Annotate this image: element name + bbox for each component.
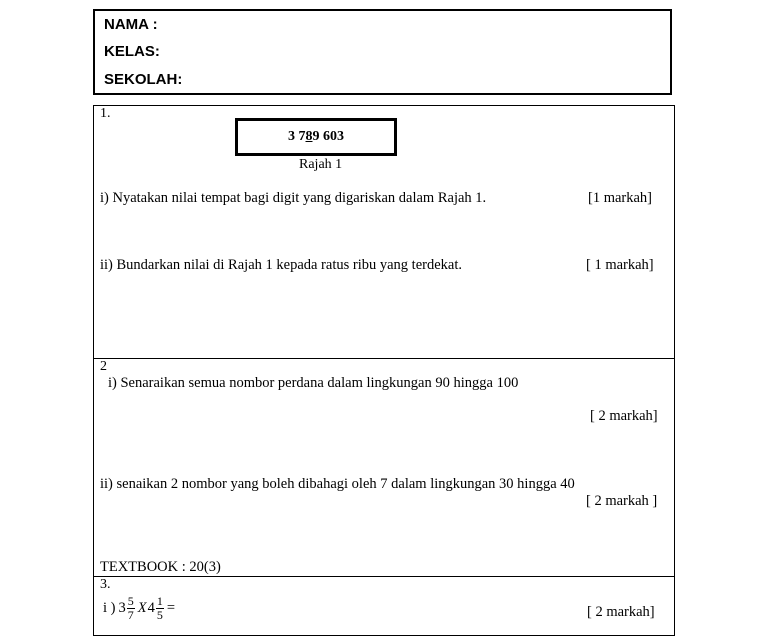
nama-label: NAMA : — [104, 16, 158, 33]
question-1-number: 1. — [100, 106, 111, 121]
q3-part-i-expression — [103, 595, 175, 622]
figure-number-prefix: 3 7 — [288, 129, 306, 144]
q1-part-i-marks: [1 markah] — [588, 190, 653, 206]
q2-part-i-marks: [ 2 markah] — [590, 408, 658, 424]
whole-number-2: 4 — [147, 600, 155, 616]
q2-part-i-text: i) Senaraikan semua nombor perdana dalam lingkungan 90 hingga 100 — [108, 375, 519, 391]
q1-part-ii-marks: [ 1 markah] — [586, 257, 654, 273]
underlined-digit: 8 — [305, 129, 313, 144]
student-info-box — [93, 9, 672, 95]
q1-part-ii-text: ii) Bundarkan nilai di Rajah 1 kepada ratus ribu yang terdekat. — [100, 257, 462, 273]
figure-number-suffix: 9 603 — [312, 129, 344, 144]
equals-sign: = — [166, 600, 176, 616]
fraction-2-numerator: 1 — [156, 594, 163, 608]
kelas-label: KELAS: — [104, 43, 160, 60]
figure-1-number — [238, 129, 394, 145]
whole-number-1: 3 — [118, 600, 126, 616]
figure-1-box — [235, 118, 397, 156]
fraction-2 — [156, 595, 164, 622]
q2-part-ii-text: ii) senaikan 2 nombor yang boleh dibahagi oleh 7 dalam lingkungan 30 hingga 40 — [100, 476, 575, 492]
multiply-operator: X — [137, 600, 147, 616]
figure-1-caption: Rajah 1 — [299, 157, 343, 172]
question-2-number: 2 — [100, 359, 107, 374]
q2-part-ii-marks: [ 2 markah ] — [586, 493, 658, 509]
sekolah-label: SEKOLAH: — [104, 71, 183, 88]
q1-part-i-text: i) Nyatakan nilai tempat bagi digit yang digariskan dalam Rajah 1. — [100, 190, 487, 206]
fraction-2-denominator: 5 — [156, 608, 163, 622]
fraction-1-numerator: 5 — [127, 594, 134, 608]
textbook-reference: TEXTBOOK : 20(3) — [100, 559, 221, 575]
fraction-1-denominator: 7 — [127, 608, 134, 622]
q3-part-i-label: i ) — [103, 600, 116, 616]
question-3-number: 3. — [100, 577, 111, 592]
q3-part-i-marks: [ 2 markah] — [587, 604, 655, 620]
fraction-1 — [127, 595, 135, 622]
